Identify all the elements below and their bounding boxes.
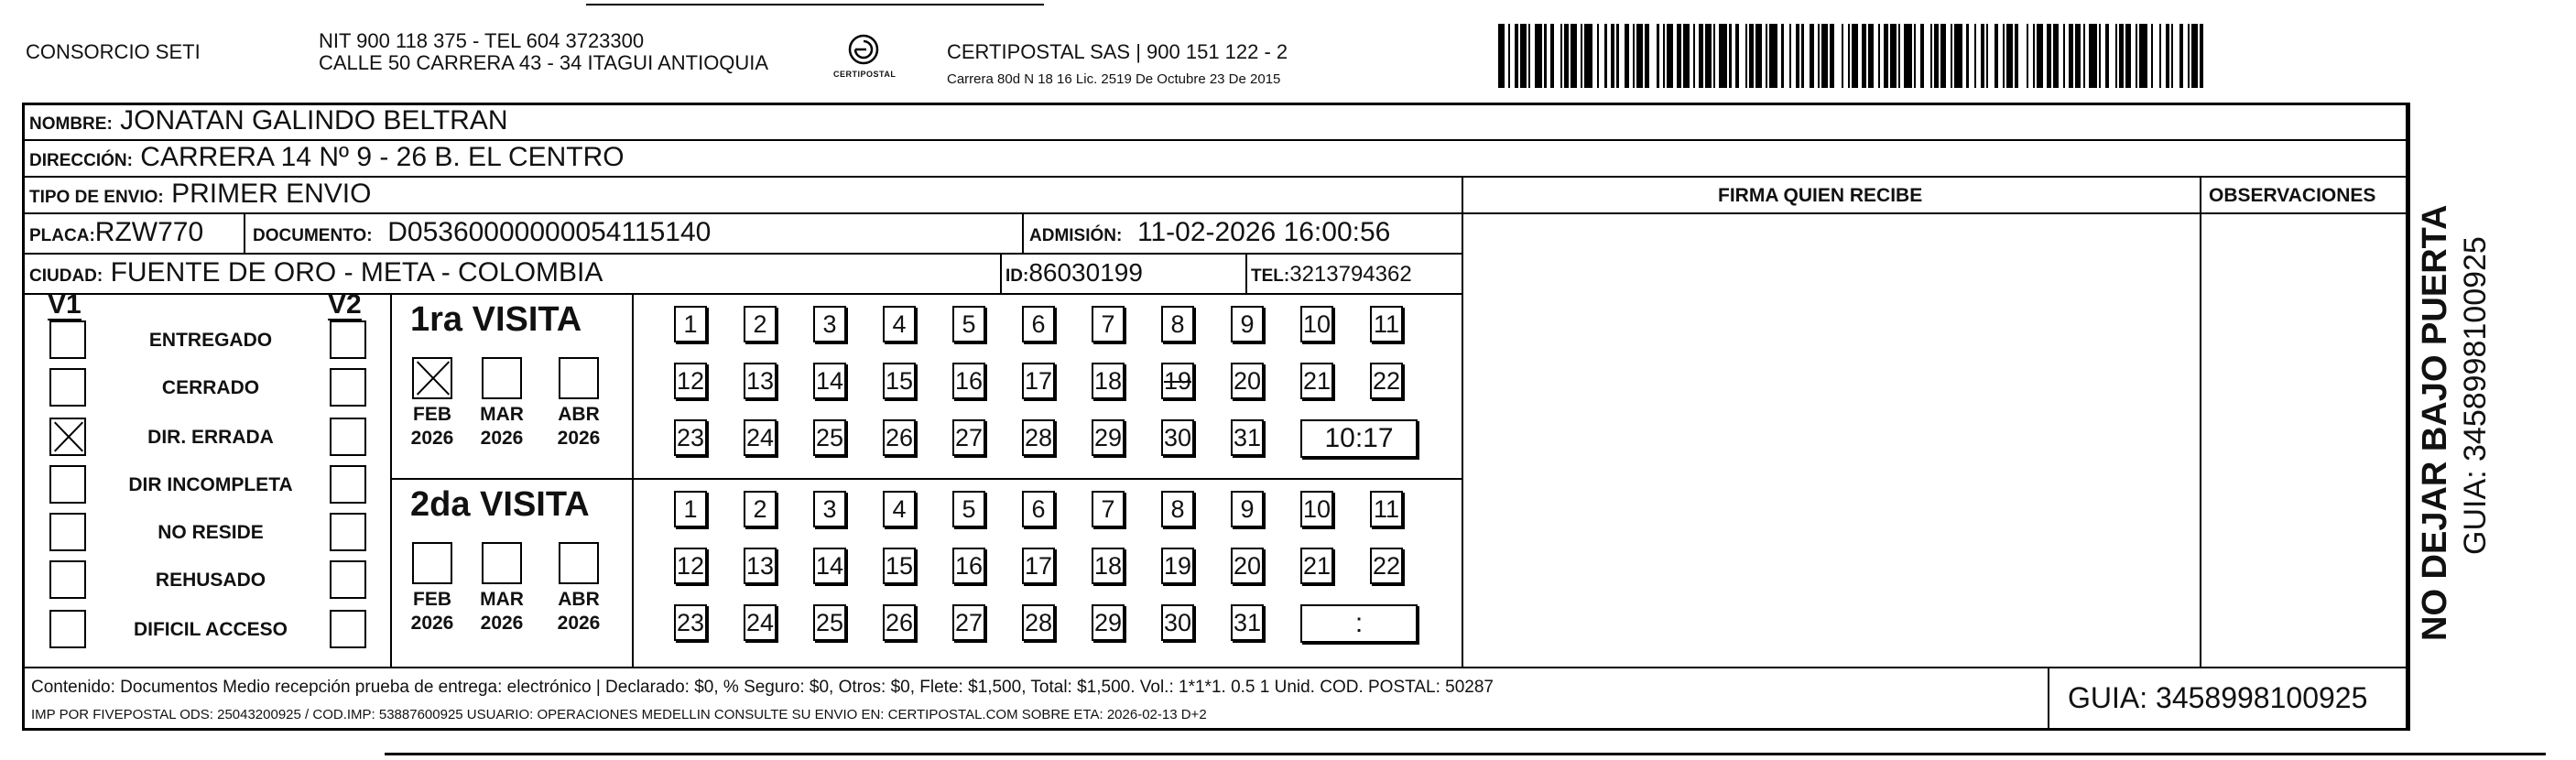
barcode-bar xyxy=(1834,24,1842,88)
day-box[interactable]: 17 xyxy=(1022,363,1055,399)
month-name: MAR xyxy=(480,589,524,610)
documento-cell xyxy=(253,218,711,251)
day-box[interactable]: 2 xyxy=(744,491,777,527)
day-box[interactable]: 19 xyxy=(1161,363,1194,399)
nombre-row xyxy=(29,106,508,139)
status-label: DIFICIL ACCESO xyxy=(133,619,288,640)
ciudad-label: CIUDAD: xyxy=(29,266,103,286)
visit-title: 1ra VISITA xyxy=(410,300,582,339)
day-box[interactable]: 15 xyxy=(883,363,916,399)
month-year: 2026 xyxy=(557,613,601,634)
barcode-bar xyxy=(1636,24,1643,88)
barcode-bar xyxy=(1804,24,1810,88)
day-box[interactable]: 8 xyxy=(1161,306,1194,342)
barcode-bar xyxy=(1649,24,1658,88)
tel-value: 3213794362 xyxy=(1289,262,1412,287)
day-box[interactable]: 17 xyxy=(1022,548,1055,584)
day-box[interactable]: 31 xyxy=(1231,604,1264,641)
month-label xyxy=(474,403,529,451)
day-box[interactable]: 13 xyxy=(744,548,777,584)
month-name: FEB xyxy=(413,404,451,425)
top-rule xyxy=(586,4,1044,5)
barcode-bar xyxy=(1739,24,1745,88)
day-box[interactable]: 1 xyxy=(674,491,707,527)
barcode-bar xyxy=(1520,24,1527,88)
v2-checkbox[interactable] xyxy=(330,610,366,648)
barcode-bar xyxy=(2173,24,2179,88)
day-box[interactable]: 1 xyxy=(674,306,707,342)
col-divider xyxy=(1462,176,1463,667)
v2-label: V2 xyxy=(328,289,362,320)
barcode-bar xyxy=(1821,24,1828,88)
v1-checkbox[interactable] xyxy=(49,610,86,648)
visit-divider xyxy=(632,293,634,667)
footer-divider xyxy=(22,667,2408,668)
day-box[interactable]: 21 xyxy=(1300,363,1333,399)
barcode-bar xyxy=(1969,24,1975,88)
day-box[interactable]: 19 xyxy=(1161,548,1194,584)
status-label: DIR. ERRADA xyxy=(147,427,274,448)
time-box[interactable]: : xyxy=(1300,604,1418,643)
v1-checkbox[interactable] xyxy=(49,465,86,504)
placa-value: RZW770 xyxy=(94,217,204,247)
month-year: 2026 xyxy=(410,428,454,449)
v2-checkbox[interactable] xyxy=(330,418,366,456)
tipo-value: PRIMER ENVIO xyxy=(171,179,372,209)
barcode-bar xyxy=(1705,24,1712,88)
id-cell xyxy=(1005,258,1143,291)
day-box[interactable]: 20 xyxy=(1231,363,1264,399)
day-box[interactable]: 27 xyxy=(952,419,985,456)
v1-checkbox[interactable] xyxy=(49,560,86,599)
day-box[interactable]: 23 xyxy=(674,419,707,456)
direccion-row xyxy=(29,143,625,176)
nombre-label: NOMBRE: xyxy=(29,114,113,134)
status-label: NO RESIDE xyxy=(158,522,264,543)
month-name: FEB xyxy=(413,589,451,610)
day-box[interactable]: 8 xyxy=(1161,491,1194,527)
day-box[interactable]: 28 xyxy=(1022,419,1055,456)
barcode-bar xyxy=(2075,24,2081,88)
address-line: CALLE 50 CARRERA 43 - 34 ITAGUI ANTIOQUIA xyxy=(319,51,769,74)
barcode-bar xyxy=(1868,24,1875,88)
status-label: CERRADO xyxy=(161,377,260,398)
no-dejar-text: NO DEJAR BAJO PUERTA xyxy=(2416,204,2454,641)
time-box[interactable]: 10:17 xyxy=(1300,419,1418,458)
v1-checkbox[interactable] xyxy=(49,320,86,359)
barcode-bar xyxy=(1719,24,1727,88)
visit-row-divider xyxy=(390,478,1462,480)
documento-label: DOCUMENTO: xyxy=(253,226,373,245)
v1-checkbox[interactable] xyxy=(49,368,86,407)
firma-header: FIRMA QUIEN RECIBE xyxy=(1718,185,1923,206)
observaciones-header: OBSERVACIONES xyxy=(2209,185,2376,206)
form-frame xyxy=(22,103,2408,731)
barcode-bar xyxy=(1784,24,1790,88)
imp-line: IMP POR FIVEPOSTAL ODS: 25043200925 / COD.IMP: 53887600925 USUARIO: OPERACIONES MEDELLIN CONSULTE SU ENVIO EN: CERTIPOSTAL.COM SOBRE ETA: 2026-02-13 D+2 xyxy=(31,707,1207,722)
placa-label: PLACA: xyxy=(29,226,95,245)
cell-divider xyxy=(1245,253,1247,293)
barcode-bar xyxy=(1924,24,1930,88)
day-box[interactable]: 14 xyxy=(813,363,846,399)
barcode-bar xyxy=(1584,24,1592,88)
visit-title: 2da VISITA xyxy=(410,485,590,524)
v2-checkbox[interactable] xyxy=(330,513,366,551)
v2-checkbox[interactable] xyxy=(330,465,366,504)
barcode-bar xyxy=(1571,24,1577,88)
v2-checkbox[interactable] xyxy=(330,560,366,599)
month-year: 2026 xyxy=(480,428,524,449)
day-box[interactable]: 10 xyxy=(1300,491,1333,527)
day-box[interactable]: 24 xyxy=(744,419,777,456)
barcode-bar xyxy=(1890,24,1897,88)
barcode-bar xyxy=(2018,24,2027,88)
direccion-label: DIRECCIÓN: xyxy=(29,151,133,170)
cell-divider xyxy=(1022,212,1024,253)
month-checkbox[interactable] xyxy=(559,357,599,399)
tipo-label: TIPO DE ENVIO: xyxy=(29,188,164,207)
barcode-bar xyxy=(2089,24,2097,88)
month-name: ABR xyxy=(558,589,600,610)
row-divider xyxy=(22,212,2408,214)
day-box[interactable]: 23 xyxy=(674,604,707,641)
day-box[interactable]: 10 xyxy=(1300,306,1333,342)
month-checkbox[interactable] xyxy=(559,542,599,584)
barcode-bar xyxy=(2125,24,2132,88)
day-box[interactable]: 11 xyxy=(1370,491,1403,527)
day-box[interactable]: 3 xyxy=(813,491,846,527)
month-label xyxy=(405,403,460,451)
day-box[interactable]: 12 xyxy=(674,363,707,399)
day-box[interactable]: 13 xyxy=(744,363,777,399)
month-year: 2026 xyxy=(480,613,524,634)
v1-label: V1 xyxy=(48,289,82,320)
barcode-bar xyxy=(1755,24,1762,88)
day-box[interactable]: 18 xyxy=(1092,548,1125,584)
admision-label: ADMISIÓN: xyxy=(1029,226,1123,245)
day-box[interactable]: 9 xyxy=(1231,491,1264,527)
day-box[interactable]: 12 xyxy=(674,548,707,584)
placa-cell xyxy=(29,218,203,251)
barcode-bar xyxy=(1599,24,1605,88)
barcode-bar xyxy=(2053,24,2060,88)
day-box[interactable]: 26 xyxy=(883,604,916,641)
row-divider xyxy=(22,139,2408,141)
status-label: ENTREGADO xyxy=(148,330,273,351)
month-checkbox[interactable] xyxy=(482,542,522,584)
license-line: Carrera 80d N 18 16 Lic. 2519 De Octubre 23 De 2015 xyxy=(947,71,1281,87)
barcode-bar xyxy=(2153,24,2159,88)
cell-divider xyxy=(1000,253,1002,293)
day-box[interactable]: 16 xyxy=(952,548,985,584)
tel-label: TEL: xyxy=(1251,266,1290,286)
nit-line: NIT 900 118 375 - TEL 604 3723300 xyxy=(319,29,645,52)
day-box[interactable]: 25 xyxy=(813,604,846,641)
guia-box: GUIA: 3458998100925 xyxy=(2068,681,2368,714)
tel-cell xyxy=(1251,260,1412,291)
tipo-row xyxy=(29,179,371,212)
cell-divider xyxy=(244,212,245,253)
day-box[interactable]: 16 xyxy=(952,363,985,399)
barcode-bar xyxy=(1498,24,1505,88)
side-guia-text: GUIA: 3458998100925 xyxy=(2458,236,2493,555)
certipostal-logo xyxy=(831,29,896,88)
day-box[interactable]: 29 xyxy=(1092,419,1125,456)
barcode-bar xyxy=(2139,24,2147,88)
barcode-bar xyxy=(1619,24,1625,88)
month-checkbox[interactable] xyxy=(482,357,522,399)
month-name: ABR xyxy=(558,404,600,425)
day-box[interactable]: 7 xyxy=(1092,491,1125,527)
footer-col-divider xyxy=(2048,667,2049,731)
day-box[interactable]: 22 xyxy=(1370,363,1403,399)
row-divider xyxy=(22,176,2408,178)
month-year: 2026 xyxy=(410,613,454,634)
day-box[interactable]: 30 xyxy=(1161,419,1194,456)
admision-cell xyxy=(1029,218,1390,251)
day-box[interactable]: 15 xyxy=(883,548,916,584)
day-box[interactable]: 6 xyxy=(1022,491,1055,527)
barcode-bar xyxy=(1769,24,1777,88)
col-divider xyxy=(2200,176,2201,667)
status-label: REHUSADO xyxy=(155,570,266,591)
v1-checkbox[interactable] xyxy=(49,418,86,456)
day-box[interactable]: 25 xyxy=(813,419,846,456)
direccion-value: CARRERA 14 Nº 9 - 26 B. EL CENTRO xyxy=(140,142,625,172)
barcode-bar xyxy=(2006,24,2013,88)
day-box[interactable]: 31 xyxy=(1231,419,1264,456)
month-name: MAR xyxy=(480,404,524,425)
day-box[interactable]: 2 xyxy=(744,306,777,342)
ciudad-value: FUENTE DE ORO - META - COLOMBIA xyxy=(110,257,603,288)
certipostal-logo-icon xyxy=(831,29,896,88)
barcode-bar xyxy=(1667,24,1673,88)
contenido-line: Contenido: Documentos Medio recepción prueba de entrega: electrónico | Declarado: $0, % Seguro: $0, Otros: $0, Flete: $1,500, Total: $1,500. Vol.: 1*1*1. 0.5 1 Unid. COD. POSTAL: 50287 xyxy=(31,678,1494,697)
bottom-rule xyxy=(385,753,2546,755)
ciudad-cell xyxy=(29,258,603,291)
month-label xyxy=(405,588,460,635)
nombre-value: JONATAN GALINDO BELTRAN xyxy=(120,105,508,136)
admision-value: 11-02-2026 16:00:56 xyxy=(1137,217,1391,247)
barcode-bar xyxy=(2191,24,2198,88)
day-box[interactable]: 28 xyxy=(1022,604,1055,641)
status-label: DIR INCOMPLETA xyxy=(128,474,293,495)
certipostal-line: CERTIPOSTAL SAS | 900 151 122 - 2 xyxy=(947,40,1288,63)
barcode-bar xyxy=(1954,24,1962,88)
day-box[interactable]: 30 xyxy=(1161,604,1194,641)
v2-checkbox[interactable] xyxy=(330,320,366,359)
day-box[interactable]: 18 xyxy=(1092,363,1125,399)
day-box[interactable]: 21 xyxy=(1300,548,1333,584)
barcode-bar xyxy=(1904,24,1912,88)
logo-text: CERTIPOSTAL xyxy=(833,70,897,79)
day-box[interactable]: 29 xyxy=(1092,604,1125,641)
day-box[interactable]: 27 xyxy=(952,604,985,641)
day-box[interactable]: 7 xyxy=(1092,306,1125,342)
day-box[interactable]: 3 xyxy=(813,306,846,342)
day-box[interactable]: 22 xyxy=(1370,548,1403,584)
month-checkbox[interactable] xyxy=(412,357,452,399)
day-box[interactable]: 4 xyxy=(883,491,916,527)
barcode-bar xyxy=(2109,24,2115,88)
month-label xyxy=(551,403,606,451)
day-box[interactable]: 5 xyxy=(952,491,985,527)
day-box[interactable]: 6 xyxy=(1022,306,1055,342)
day-box[interactable]: 9 xyxy=(1231,306,1264,342)
day-box[interactable]: 5 xyxy=(952,306,985,342)
id-value: 86030199 xyxy=(1028,258,1143,287)
barcode-bar xyxy=(1852,24,1858,88)
documento-value: D05360000000054115140 xyxy=(387,217,712,247)
day-box[interactable]: 24 xyxy=(744,604,777,641)
month-label xyxy=(474,588,529,635)
id-label: ID: xyxy=(1005,266,1029,286)
v1-checkbox[interactable] xyxy=(49,513,86,551)
day-box[interactable]: 20 xyxy=(1231,548,1264,584)
row-divider xyxy=(22,293,1463,295)
month-label xyxy=(551,588,606,635)
month-year: 2026 xyxy=(557,428,601,449)
barcode-bar xyxy=(1554,24,1560,88)
barcode-bar xyxy=(2037,24,2043,88)
v2-checkbox[interactable] xyxy=(330,368,366,407)
month-checkbox[interactable] xyxy=(412,542,452,584)
barcode xyxy=(1498,24,2203,88)
right-edge xyxy=(2408,103,2410,731)
barcode-bar xyxy=(1988,24,1994,88)
day-box[interactable]: 26 xyxy=(883,419,916,456)
barcode-bar xyxy=(1683,24,1690,88)
status-divider xyxy=(390,293,392,667)
day-box[interactable]: 14 xyxy=(813,548,846,584)
day-box[interactable]: 4 xyxy=(883,306,916,342)
company-name: CONSORCIO SETI xyxy=(26,40,201,63)
barcode-bar xyxy=(1940,24,1947,88)
barcode-bar xyxy=(2200,24,2203,88)
barcode-bar xyxy=(1535,24,1543,88)
day-box[interactable]: 11 xyxy=(1370,306,1403,342)
